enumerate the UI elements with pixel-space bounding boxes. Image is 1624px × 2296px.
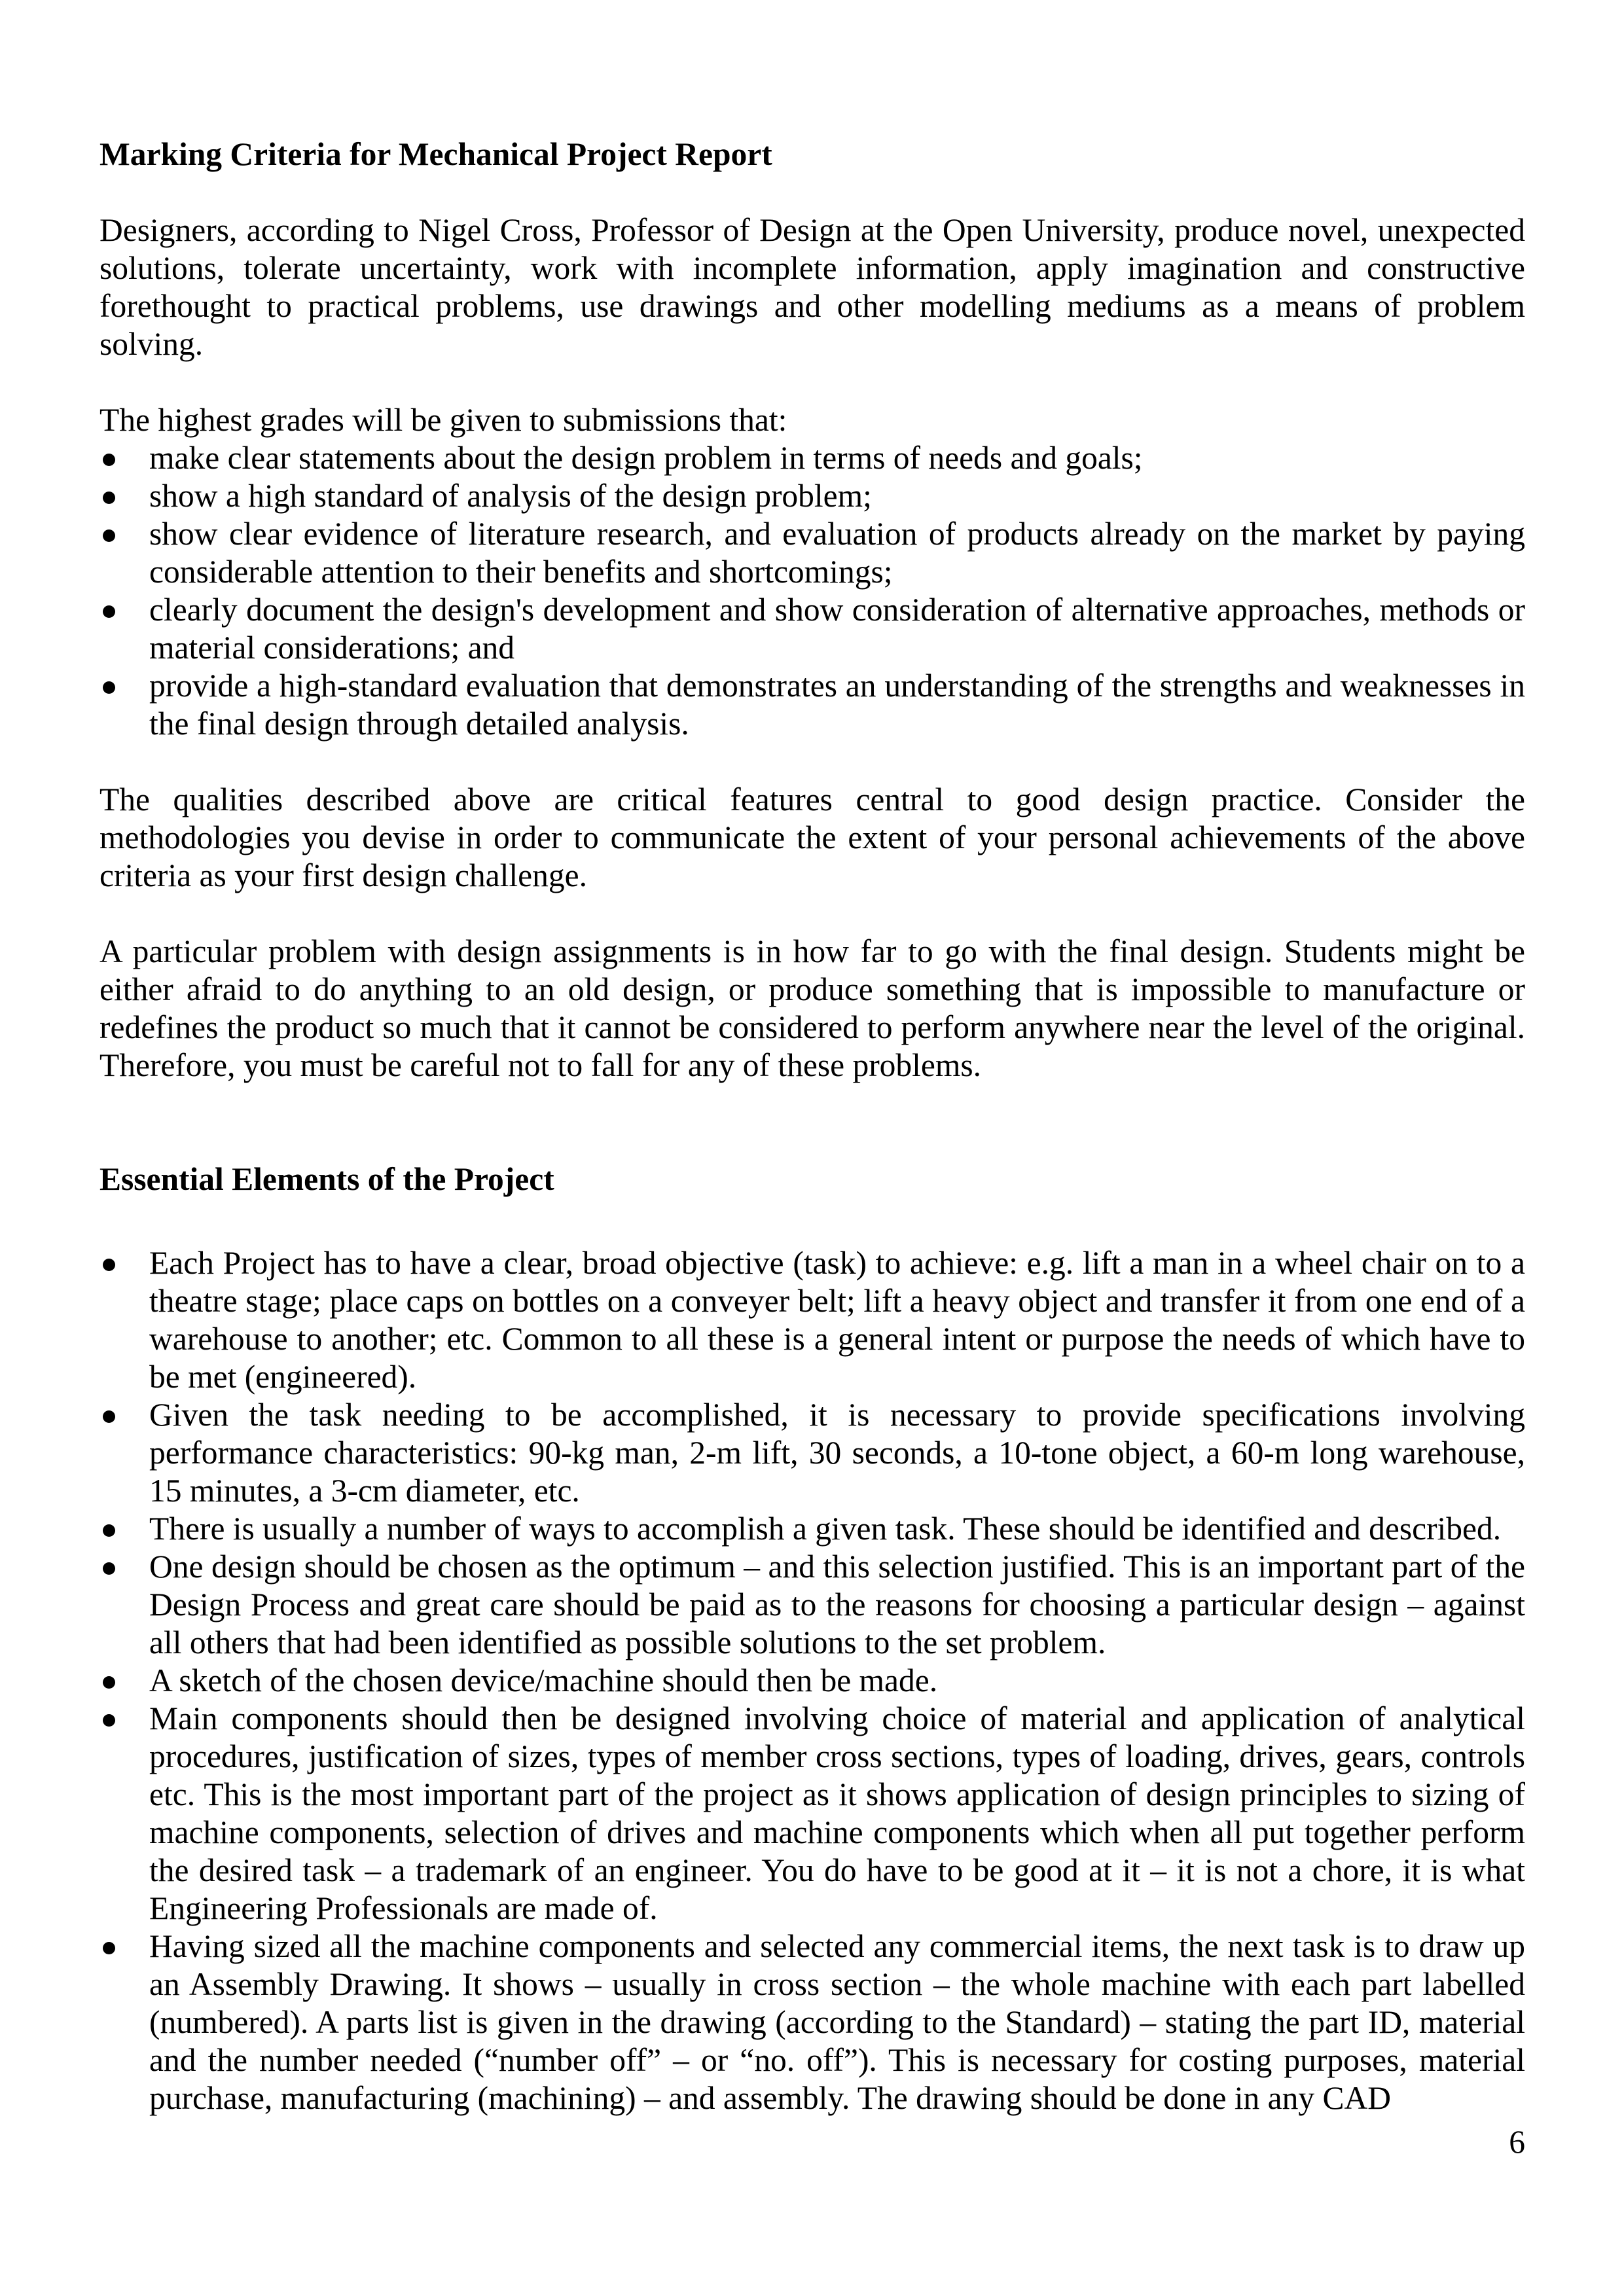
list-item-text: Each Project has to have a clear, broad objective (task) to achieve: e.g. lift a man in a wheel chair on to a theatre stage; place caps on bottles on a conveyer belt; lift a heavy object and transfer it from one end of a warehouse to another; etc. Common to all these is a general intent or purpose the needs of which have to be met (engineered). (149, 1245, 1525, 1395)
list-item (99, 1700, 1525, 1928)
list-item (99, 1510, 1525, 1548)
list-item (99, 439, 1525, 477)
bullet-list-essential-elements (99, 1244, 1525, 2117)
list-item (99, 667, 1525, 743)
bullet-icon (103, 605, 115, 618)
section-heading-essential-elements: Essential Elements of the Project (99, 1161, 554, 1197)
page-number: 6 (1509, 2124, 1525, 2160)
list-item (99, 1662, 1525, 1700)
list-item-text: Given the task needing to be accomplished, it is necessary to provide specifications involving performance characteristics: 90-kg man, 2-m lift, 30 seconds, a 10-tone object, a 60-m long warehouse, 15 minutes, a 3-cm diameter, etc. (149, 1397, 1525, 1509)
list-item (99, 1548, 1525, 1662)
list-item-text: make clear statements about the design problem in terms of needs and goals; (149, 440, 1143, 476)
bullet-icon (103, 1524, 115, 1537)
bullet-list-highest-grades (99, 439, 1525, 743)
section-heading-marking-criteria: Marking Criteria for Mechanical Project Report (99, 136, 772, 172)
list-item (99, 515, 1525, 591)
list-item-text: clearly document the design's development and show consideration of alternative approaches, methods or material considerations; and (149, 592, 1525, 666)
list-item-text: One design should be chosen as the optimum – and this selection justified. This is an important part of the Design Process and great care should be paid as to the reasons for choosing a particular design – against all others that had been identified as possible solutions to the set problem. (149, 1549, 1525, 1660)
list-item (99, 1928, 1525, 2117)
list-intro-highest-grades: The highest grades will be given to submissions that: (99, 402, 787, 438)
bullet-icon (103, 1714, 115, 1727)
bullet-icon (103, 1562, 115, 1575)
list-item-text: Main components should then be designed involving choice of material and application of analytical procedures, justification of sizes, types of member cross sections, types of loading, drives, gears, controls etc. This is the most important part of the project as it shows application of design principles to sizing of machine components, selection of drives and machine components which when all put together perform the desired task – a trademark of an engineer. You do have to be good at it – it is not a chore, it is what Engineering Professionals are made of. (149, 1700, 1525, 1926)
list-item-text: Having sized all the machine components and selected any commercial items, the next task is to draw up an Assembly Drawing. It shows – usually in cross section – the whole machine with each part labelled (numbered). A parts list is given in the drawing (according to the Standard) – stating the part ID, material and the number needed (“number off” – or “no. off”). This is necessary for costing purposes, material purchase, manufacturing (machining) – and assembly. The drawing should be done in any CAD (149, 1928, 1525, 2116)
bullet-icon (103, 1942, 115, 1954)
bullet-icon (103, 1676, 115, 1689)
list-item-text: provide a high-standard evaluation that demonstrates an understanding of the strengths and weaknesses in the final design through detailed analysis. (149, 668, 1525, 742)
list-item-text: show a high standard of analysis of the design problem; (149, 478, 872, 514)
paragraph-qualities: The qualities described above are critical features central to good design practice. Consider the methodologies you devise in order to communicate the extent of your personal achievements of the above criteria as your first design challenge. (99, 781, 1525, 893)
bullet-icon (103, 681, 115, 694)
document-content (99, 0, 1525, 2117)
bullet-icon (103, 492, 115, 504)
list-item (99, 1396, 1525, 1510)
bullet-icon (103, 454, 115, 466)
bullet-icon (103, 1410, 115, 1423)
bullet-icon (103, 529, 115, 542)
list-item (99, 477, 1525, 515)
list-item (99, 1244, 1525, 1396)
bullet-icon (103, 1259, 115, 1271)
list-item-text: A sketch of the chosen device/machine should then be made. (149, 1662, 938, 1698)
list-item (99, 591, 1525, 667)
paragraph-designers: Designers, according to Nigel Cross, Professor of Design at the Open University, produce novel, unexpected solutions, tolerate uncertainty, work with incomplete information, apply imagination and constructive forethought to practical problems, use drawings and other modelling mediums as a means of problem solving. (99, 212, 1525, 362)
list-item-text: show clear evidence of literature research, and evaluation of products already on the market by paying considerable attention to their benefits and shortcomings; (149, 516, 1525, 590)
paragraph-particular-problem: A particular problem with design assignments is in how far to go with the final design. Students might be either afraid to do anything to an old design, or produce something that is impossible to manufacture or redefines the product so much that it cannot be considered to perform anywhere near the level of the original. Therefore, you must be careful not to fall for any of these problems. (99, 933, 1525, 1083)
list-item-text: There is usually a number of ways to accomplish a given task. These should be identified and described. (149, 1511, 1502, 1547)
